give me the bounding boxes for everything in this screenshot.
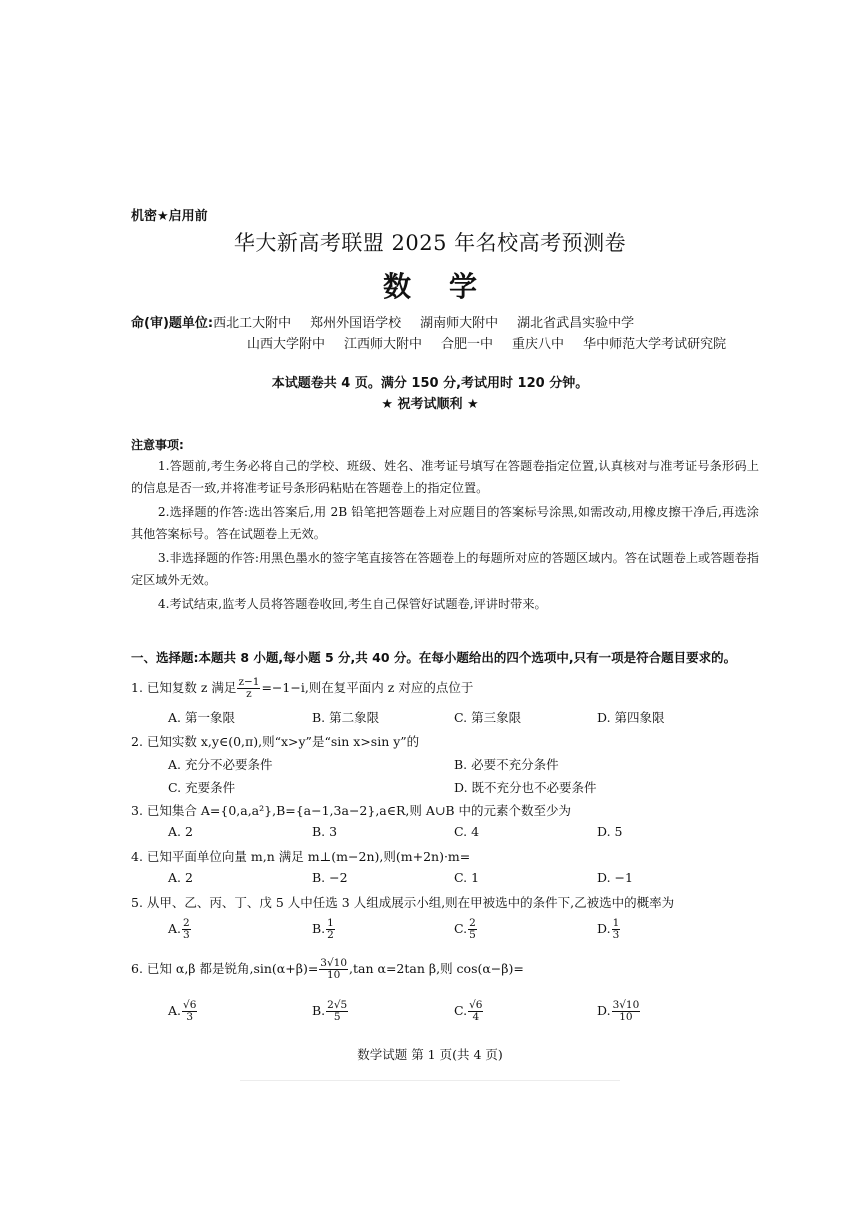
q5-option-d	[597, 918, 621, 941]
q1-fraction	[237, 677, 260, 700]
unit-name: 湖南师大附中	[420, 316, 499, 331]
notes-list	[131, 455, 759, 617]
option-fraction	[182, 1000, 197, 1023]
fraction-denominator: 4	[472, 1011, 480, 1023]
q5-option-c	[454, 918, 478, 941]
option-label: C.	[454, 1003, 468, 1018]
fraction-numerator: 3√10	[320, 957, 348, 969]
fraction-denominator: 5	[469, 929, 476, 941]
fraction-numerator: √6	[469, 999, 483, 1011]
q1-stem-pre: 1. 已知复数 z 满足	[131, 680, 237, 695]
fraction-denominator: 3	[612, 929, 620, 941]
q6-stem-pre: 6. 已知 α,β 都是锐角,sin(α+β)=	[131, 961, 319, 976]
q6-stem-post: ,tan α=2tan β,则 cos(α−β)=	[349, 961, 524, 976]
unit-name: 江西师大附中	[344, 337, 423, 352]
unit-name: 西北工大附中	[213, 316, 292, 331]
q6-option-d	[597, 1000, 641, 1023]
units-line-1	[131, 313, 726, 334]
option-label: B.	[312, 1003, 326, 1018]
exam-length-info: 本试题卷共 4 页。满分 150 分,考试用时 120 分钟。	[271, 376, 589, 391]
option-fraction	[468, 1000, 483, 1023]
q5-option-b	[312, 918, 336, 941]
scan-artifact-line	[240, 1080, 620, 1081]
fraction-denominator: 5	[333, 1011, 341, 1023]
page-footer: 数学试题 第 1 页(共 4 页)	[357, 1047, 503, 1062]
fraction-denominator: 10	[326, 969, 341, 981]
q1-option-b: B. 第二象限	[312, 710, 380, 725]
units-line-2	[131, 334, 726, 355]
unit-name: 山西大学附中	[247, 337, 326, 352]
q1-stem-post: =−1−i,则在复平面内 z 对应的点位于	[261, 680, 474, 695]
q2-option-d: D. 既不充分也不必要条件	[454, 780, 597, 795]
section-heading: 一、选择题:本题共 8 小题,每小题 5 分,共 40 分。在每小题给出的四个选项中,只有一项是符合题目要求的。	[131, 650, 737, 665]
option-label: D.	[597, 921, 611, 936]
q2-option-b: B. 必要不充分条件	[454, 757, 559, 772]
question-5-stem: 5. 从甲、乙、丙、丁、戊 5 人中任选 3 人组成展示小组,则在甲被选中的条件下,乙被选中的概率为	[131, 895, 675, 910]
unit-name: 合肥一中	[441, 337, 494, 352]
q6-option-b	[312, 1000, 349, 1023]
units-label: 命(审)题单位:	[131, 316, 214, 331]
option-label: A.	[168, 921, 182, 936]
fraction-numerator: 2√5	[327, 999, 348, 1011]
fraction-numerator: 2	[183, 917, 190, 929]
notes-title: 注意事项:	[131, 438, 184, 452]
note-item: 2.选择题的作答:选出答案后,用 2B 铅笔把答题卷上对应题目的答案标号涂黑,如需改动,用橡皮擦干净后,再选涂其他答案标号。答在试题卷上无效。	[131, 505, 759, 541]
option-fraction	[326, 918, 335, 941]
option-fraction	[612, 1000, 641, 1023]
q6-option-a	[168, 1000, 198, 1023]
fraction-numerator: 3√10	[612, 999, 640, 1011]
exam-info	[0, 373, 860, 415]
option-fraction	[182, 918, 191, 941]
question-6-stem	[131, 958, 524, 981]
unit-name: 郑州外国语学校	[310, 316, 402, 331]
fraction-denominator: 3	[186, 1011, 194, 1023]
confidential-mark: 机密★启用前	[131, 209, 208, 224]
exam-title: 华大新高考联盟 2025 年名校高考预测卷	[233, 231, 627, 255]
option-label: A.	[168, 1003, 182, 1018]
q2-option-a: A. 充分不必要条件	[168, 757, 273, 772]
q3-option-a: A. 2	[168, 824, 193, 839]
option-fraction	[326, 1000, 348, 1023]
q4-option-b: B. −2	[312, 870, 348, 885]
q6-option-c	[454, 1000, 484, 1023]
q3-option-c: C. 4	[454, 824, 480, 839]
note-item: 1.答题前,考生务必将自己的学校、班级、姓名、准考证号填写在答题卷指定位置,认真核对与准考证号条形码上的信息是否一致,并将准考证号条形码粘贴在答题卷上的指定位置。	[131, 459, 759, 495]
fraction-numerator: 2	[469, 917, 476, 929]
option-label: D.	[597, 1003, 611, 1018]
note-item: 4.考试结束,监考人员将答题卷收回,考生自己保管好试题卷,评讲时带来。	[157, 597, 547, 611]
good-luck-line: ★ 祝考试顺利 ★	[381, 397, 479, 412]
unit-name: 华中师范大学考试研究院	[583, 337, 727, 352]
q1-option-a: A. 第一象限	[168, 710, 235, 725]
question-2-stem: 2. 已知实数 x,y∈(0,π),则“x>y”是“sin x>sin y”的	[131, 734, 420, 749]
question-3-stem: 3. 已知集合 A={0,a,a²},B={a−1,3a−2},a∈R,则 A∪B 中的元素个数至少为	[131, 803, 572, 818]
question-4-stem: 4. 已知平面单位向量 m,n 满足 m⊥(m−2n),则(m+2n)·m=	[131, 849, 471, 864]
fraction-denominator: 2	[327, 929, 334, 941]
option-fraction	[612, 918, 621, 941]
unit-name: 重庆八中	[512, 337, 565, 352]
option-label: B.	[312, 921, 326, 936]
note-item: 3.非选择题的作答:用黑色墨水的签字笔直接答在答题卷上的每题所对应的答题区域内。答在试题卷上或答题卷指定区域外无效。	[131, 551, 759, 587]
unit-name: 湖北省武昌实验中学	[517, 316, 635, 331]
q1-option-d: D. 第四象限	[597, 710, 665, 725]
fraction-numerator: z−1	[238, 676, 260, 688]
q3-option-b: B. 3	[312, 824, 338, 839]
fraction-numerator: √6	[183, 999, 197, 1011]
q3-option-d: D. 5	[597, 824, 623, 839]
q4-option-a: A. 2	[168, 870, 193, 885]
q4-option-c: C. 1	[454, 870, 480, 885]
fraction-denominator: 3	[183, 929, 190, 941]
option-fraction	[468, 918, 477, 941]
subject-title: 数学	[382, 270, 515, 303]
q2-option-c: C. 充要条件	[168, 780, 236, 795]
authoring-units	[131, 313, 726, 355]
fraction-denominator: 10	[619, 1011, 633, 1023]
q5-option-a	[168, 918, 192, 941]
q1-option-c: C. 第三象限	[454, 710, 522, 725]
fraction-numerator: 1	[327, 917, 334, 929]
q6-fraction	[319, 958, 348, 981]
q4-option-d: D. −1	[597, 870, 633, 885]
fraction-denominator: z	[246, 688, 252, 700]
question-1-stem	[131, 677, 473, 700]
option-label: C.	[454, 921, 468, 936]
fraction-numerator: 1	[612, 917, 620, 929]
